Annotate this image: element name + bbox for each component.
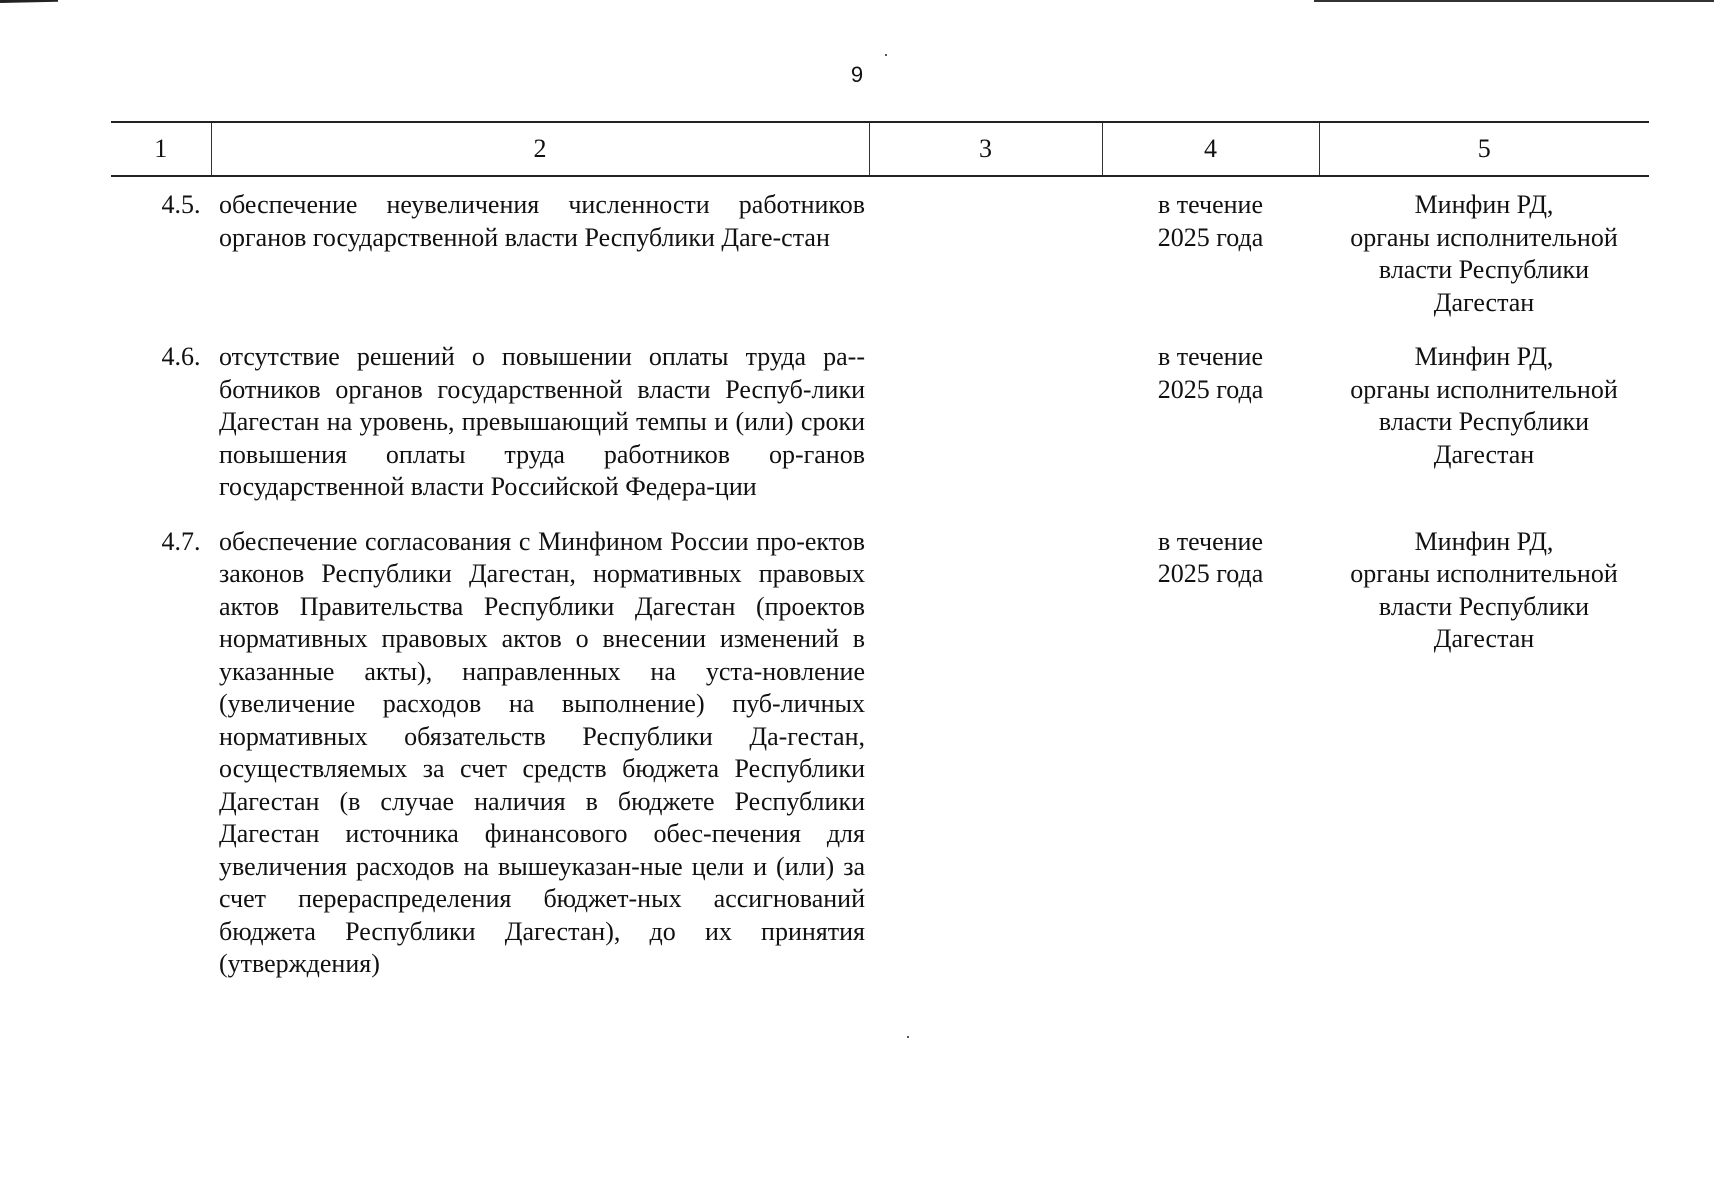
item-col3 [869,176,1102,341]
item-description: обеспечение согласования с Минфином России про-ектов законов Республики Дагестан, нормативных правовых актов Правительства Республики Дагестан (проектов нормативных правовых актов о внесении изменений в указанные акты), направленных на уста-новление (увеличение расходов на выполнение) пуб-личных нормативных обязательств Республики Да-гестан, осуществляемых за счет средств бюджета Республики Дагестан (в случае наличия в бюджете Республики Дагестан источника финансового обес-печения для увеличения расходов на вышеуказан-ные цели и (или) за счет перераспределения бюджет-ных ассигнований бюджета Республики Дагестан), до их принятия (утверждения) [219,526,865,978]
item-col3 [869,526,1102,1003]
item-number-text: 4.7. [161,526,201,556]
table-row [111,341,1649,526]
measures-table [111,121,1649,1003]
item-number-text: 4.5. [161,190,201,219]
item-number [111,341,211,526]
item-description: отсутствие решений о повышении оплаты труда ра-ботников органов государственной власти Респуб-лики Дагестан на уровень, превышающий темпы и (или) сроки повышения оплаты труда работников ор-ганов государственной власти Российской Федера-ции [219,342,865,501]
item-col3 [869,341,1102,526]
column-header-3: 3 [869,122,1102,176]
item-responsible: Минфин РД, органы исполнительной власти Республики Дагестан [1350,526,1618,653]
scan-speck [907,1036,909,1038]
table-row [111,176,1649,341]
item-number [111,176,211,341]
page-number: 9 [850,62,864,87]
item-term: в течение 2025 года [1157,526,1264,588]
item-number [111,526,211,1003]
column-header-1: 1 [111,122,211,176]
item-responsible: Минфин РД, органы исполнительной власти Республики Дагестан [1350,342,1618,469]
scan-edge-mark [0,0,58,3]
table-row [111,526,1649,1003]
scan-speck [885,54,887,56]
column-header-2: 2 [211,122,869,176]
item-number-text: 4.6. [161,342,201,371]
table-header-row [111,122,1649,176]
item-term: в течение 2025 года [1157,342,1264,404]
item-description: обеспечение неувеличения численности работников органов государственной власти Республики Даге-стан [219,190,865,252]
item-responsible: Минфин РД, органы исполнительной власти Республики Дагестан [1350,190,1618,317]
column-header-4: 4 [1102,122,1319,176]
item-term: в течение 2025 года [1157,190,1264,252]
column-header-5: 5 [1319,122,1649,176]
scan-edge-mark [1314,0,1714,2]
